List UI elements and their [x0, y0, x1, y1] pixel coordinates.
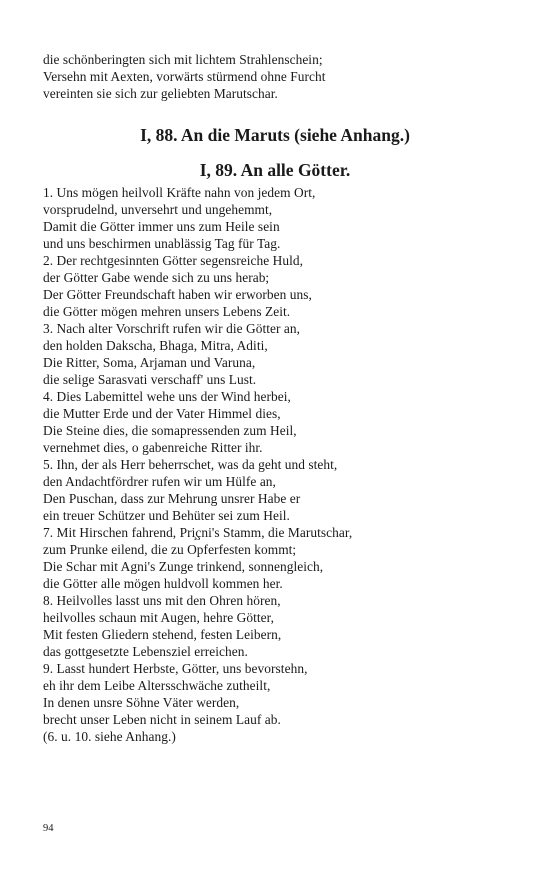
- hymn-heading-88: I, 88. An die Maruts (siehe Anhang.): [140, 125, 410, 145]
- poem-line: Damit die Götter immer uns zum Heile sein: [43, 219, 280, 234]
- poem-line: 3. Nach alter Vorschrift rufen wir die Götter an,: [43, 321, 301, 336]
- hymn-heading-89: I, 89. An alle Götter.: [199, 160, 351, 180]
- poem-line: 2. Der rechtgesinnten Götter segensreiche Huld,: [43, 253, 304, 268]
- poem-line: 1. Uns mögen heilvoll Kräfte nahn von jedem Ort,: [43, 185, 316, 200]
- poem-line: Mit festen Gliedern stehend, festen Leibern,: [43, 627, 282, 642]
- poem-line: Die Schar mit Agni's Zunge trinkend, sonnengleich,: [43, 559, 324, 574]
- poem-line: den Andachtfördrer rufen wir um Hülfe an,: [43, 474, 276, 489]
- poem-line: der Götter Gabe wende sich zu uns herab;: [43, 270, 270, 285]
- poem-line: (6. u. 10. siehe Anhang.): [43, 729, 176, 744]
- poem-line: Die Ritter, Soma, Arjaman und Varuna,: [43, 355, 256, 370]
- poem-line: ein treuer Schützer und Behüter sei zum Heil.: [43, 508, 290, 523]
- poem-line: 7. Mit Hirschen fahrend, Pri̧çni's Stamm, die Marutschar,: [43, 525, 353, 540]
- poem-line: Der Götter Freundschaft haben wir erworben uns,: [43, 287, 312, 302]
- poem-line: vorsprudelnd, unversehrt und ungehemmt,: [43, 202, 273, 217]
- poem-line: brecht unser Leben nicht in seinem Lauf ab.: [43, 712, 281, 727]
- intro-line: die schönberingten sich mit lichtem Strahlenschein;: [43, 52, 323, 67]
- poem-line: und uns beschirmen unablässig Tag für Tag.: [43, 236, 281, 251]
- poem-line: 4. Dies Labemittel wehe uns der Wind herbei,: [43, 389, 291, 404]
- poem-line: eh ihr dem Leibe Altersschwäche zutheilt,: [43, 678, 271, 693]
- poem-line: Den Puschan, dass zur Mehrung unsrer Habe er: [43, 491, 301, 506]
- poem-line: die Mutter Erde und der Vater Himmel dies,: [43, 406, 281, 421]
- poem-line: 5. Ihn, der als Herr beherrschet, was da geht und steht,: [43, 457, 338, 472]
- poem-line: Die Steine dies, die somapressenden zum Heil,: [43, 423, 297, 438]
- poem-line: das gottgesetzte Lebensziel erreichen.: [43, 644, 248, 659]
- poem-line: zum Prunke eilend, die zu Opferfesten kommt;: [43, 542, 297, 557]
- page-number: 94: [43, 823, 54, 834]
- poem-line: heilvolles schaun mit Augen, hehre Götter,: [43, 610, 275, 625]
- poem-line: die selige Sarasvati verschaff' uns Lust.: [43, 372, 257, 387]
- intro-line: Versehn mit Aexten, vorwärts stürmend ohne Furcht: [43, 69, 326, 84]
- poem-line: den holden Dakscha, Bhaga, Mitra, Aditi,: [43, 338, 268, 353]
- poem-line: die Götter alle mögen huldvoll kommen her.: [43, 576, 283, 591]
- poem-line: In denen unsre Söhne Väter werden,: [43, 695, 240, 710]
- intro-line: vereinten sie sich zur geliebten Marutschar.: [43, 86, 278, 101]
- poem-line: die Götter mögen mehren unsers Lebens Zeit.: [43, 304, 291, 319]
- hymn-text: [43, 184, 352, 745]
- poem-line: 8. Heilvolles lasst uns mit den Ohren hören,: [43, 593, 281, 608]
- poem-line: vernehmet dies, o gabenreiche Ritter ihr.: [43, 440, 263, 455]
- intro-stanza: [43, 51, 325, 102]
- poem-line: 9. Lasst hundert Herbste, Götter, uns bevorstehn,: [43, 661, 308, 676]
